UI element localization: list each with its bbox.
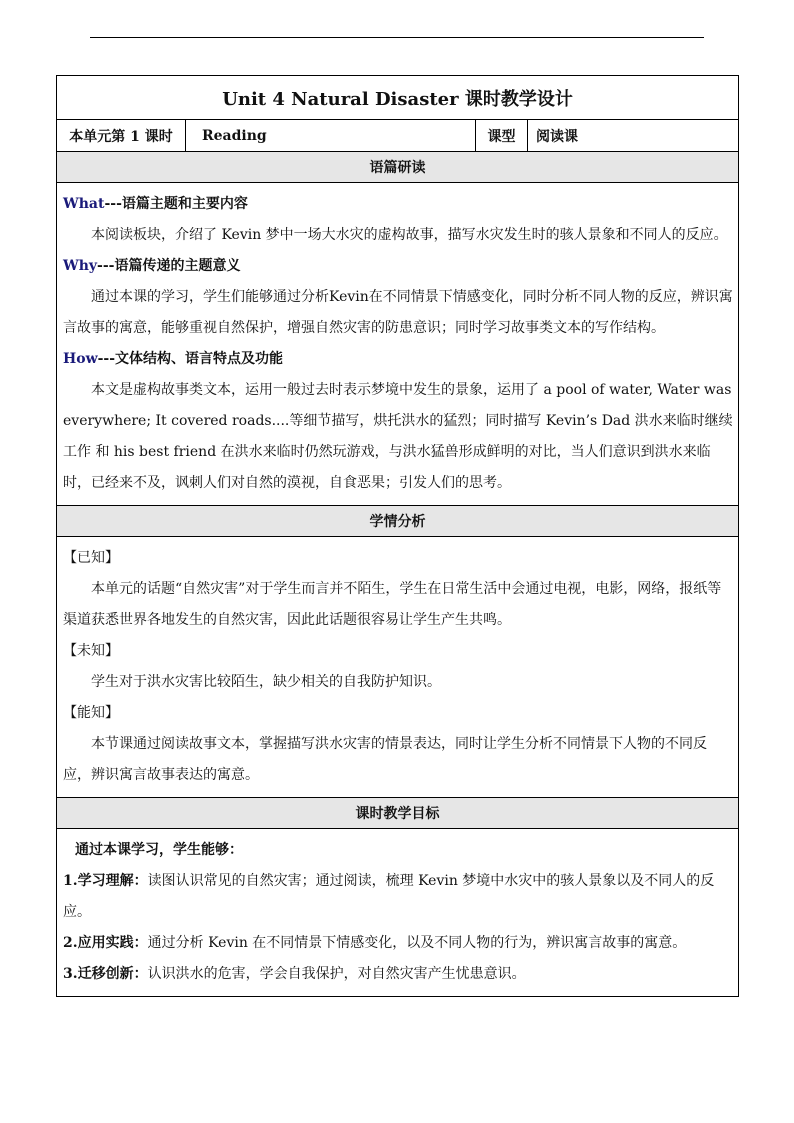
how-paragraph: 本文是虚构故事类文本，运用一般过去时表示梦境中发生的景象，运用了 a pool of water, Water was everywhere; It covered roads....等细节描写，烘托洪水的猛烈；同时描写 Kevin’s Dad 洪水来临时继续工作 和 his best friend 在洪水来临时仍然玩游戏，与洪水猛兽形成鲜明的对比，当人们意识到洪水来临时，已经来不及，讽刺人们对自然的漠视，自食恶果；引发人们的思考。: [63, 382, 733, 491]
objective-item: 3.迁移创新：认识洪水的危害，学会自我保护，对自然灾害产生忧患意识。: [63, 966, 526, 982]
why-paragraph: 通过本课的学习，学生们能够通过分析Kevin在不同情景下情感变化，同时分析不同人物的反应，辨识寓言故事的寓意，能够重视自然保护，增强自然灾害的防患意识；同时学习故事类文本的写作结构。: [63, 289, 733, 336]
header-rule: [90, 37, 704, 38]
known-label: 【已知】: [63, 550, 119, 566]
can-know-label: 【能知】: [63, 705, 119, 721]
section-heading-learner-analysis: 学情分析: [57, 506, 739, 537]
lesson-plan-table: [56, 75, 739, 997]
document-title: Unit 4 Natural Disaster 课时教学设计: [57, 76, 739, 120]
what-heading: What---语篇主题和主要内容: [63, 196, 248, 212]
what-paragraph: 本阅读板块，介绍了 Kevin 梦中一场大水灾的虚构故事，描写水灾发生时的骇人景象和不同人的反应。: [91, 227, 728, 243]
objectives-intro: 通过本课学习，学生能够：: [75, 842, 243, 858]
why-heading: Why---语篇传递的主题意义: [63, 258, 241, 274]
lesson-topic: Reading: [186, 120, 476, 152]
how-heading: How---文体结构、语言特点及功能: [63, 351, 284, 367]
objectives-content: [57, 829, 739, 997]
section-heading-text-study: 语篇研读: [57, 152, 739, 183]
lesson-number-label: 本单元第 1 课时: [57, 120, 186, 152]
section-heading-objectives: 课时教学目标: [57, 798, 739, 829]
unknown-label: 【未知】: [63, 643, 119, 659]
known-paragraph: 本单元的话题“自然灾害”对于学生而言并不陌生，学生在日常生活中会通过电视，电影，网络，报纸等渠道获悉世界各地发生的自然灾害，因此此话题很容易让学生产生共鸣。: [63, 581, 722, 628]
objective-item: 2.应用实践：通过分析 Kevin 在不同情景下情感变化，以及不同人物的行为，辨识寓言故事的寓意。: [63, 935, 687, 951]
unknown-paragraph: 学生对于洪水灾害比较陌生，缺少相关的自我防护知识。: [91, 674, 441, 690]
text-study-content: [57, 183, 739, 506]
lesson-type-label: 课型: [476, 120, 528, 152]
learner-analysis-content: [57, 537, 739, 798]
lesson-type-value: 阅读课: [528, 120, 739, 152]
objective-item: 1.学习理解：读图认识常见的自然灾害；通过阅读，梳理 Kevin 梦境中水灾中的骇人景象以及不同人的反应。: [63, 873, 715, 920]
can-know-paragraph: 本节课通过阅读故事文本，掌握描写洪水灾害的情景表达，同时让学生分析不同情景下人物的不同反应，辨识寓言故事表达的寓意。: [63, 736, 707, 783]
